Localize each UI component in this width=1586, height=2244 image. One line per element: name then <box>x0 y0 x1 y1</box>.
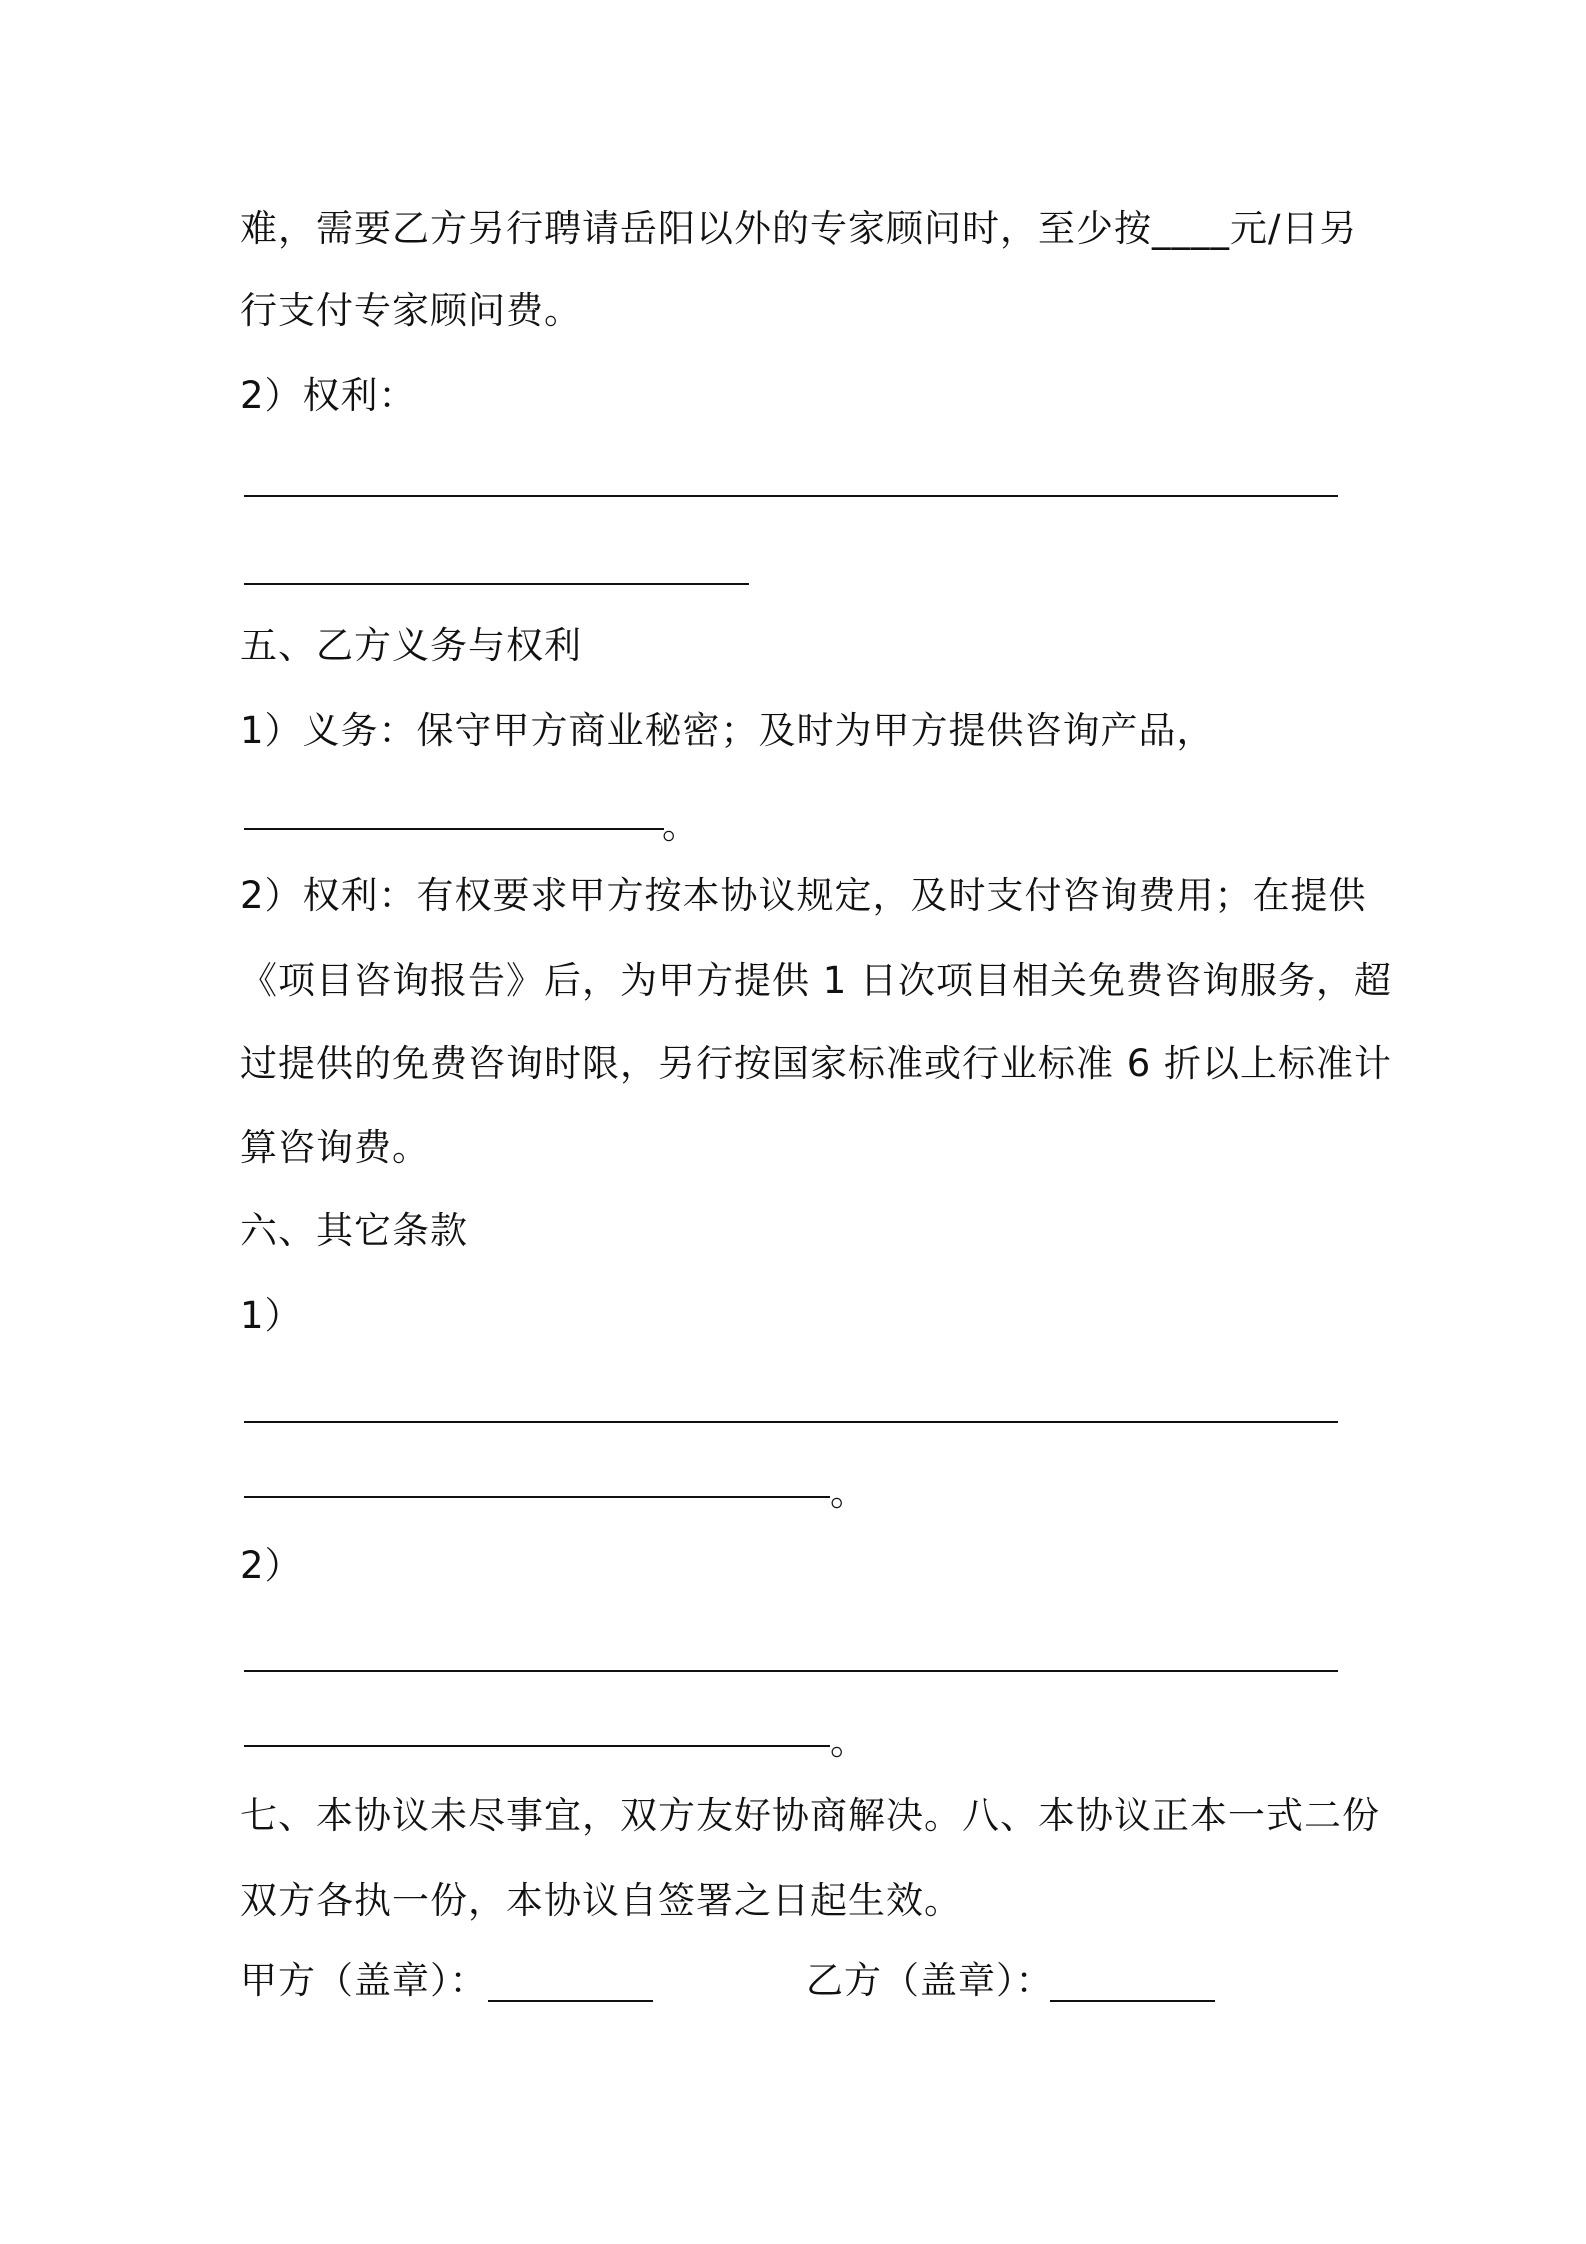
clause-consultant-fee-line1: 难，需要乙方另行聘请岳阳以外的专家顾问时，至少按____元/日另 <box>240 207 1358 250</box>
party-b-rights-line4: 算咨询费。 <box>240 1126 430 1169</box>
period-mark: 。 <box>830 1720 867 1763</box>
section-7-8-line1: 七、本协议未尽事宜，双方友好协商解决。八、本协议正本一式二份 <box>240 1794 1380 1837</box>
blank-line <box>244 1670 1338 1672</box>
party-a-rights-label: 2）权利： <box>240 374 417 417</box>
party-b-rights-line1: 2）权利：有权要求甲方按本协议规定，及时支付咨询费用；在提供 <box>240 874 1367 917</box>
blank-line <box>244 1745 830 1747</box>
other-clause-1-label: 1） <box>240 1294 303 1337</box>
party-b-seal-blank <box>1050 2000 1215 2002</box>
section-7-8-line2: 双方各执一份，本协议自签署之日起生效。 <box>240 1879 962 1922</box>
party-a-seal-blank <box>488 2000 653 2002</box>
blank-line <box>244 1421 1338 1423</box>
period-mark: 。 <box>662 804 699 847</box>
party-b-seal-label: 乙方（盖章）： <box>806 1959 1054 2002</box>
party-b-rights-line2: 《项目咨询报告》后，为甲方提供 1 日次项目相关免费咨询服务，超 <box>240 959 1393 1002</box>
period-mark: 。 <box>830 1471 867 1514</box>
blank-line <box>244 495 1338 497</box>
blank-line <box>244 583 749 585</box>
blank-line <box>244 1496 830 1498</box>
party-b-rights-line3: 过提供的免费咨询时限，另行按国家标准或行业标准 6 折以上标准计 <box>240 1042 1393 1085</box>
section-5-heading: 五、乙方义务与权利 <box>240 624 582 667</box>
clause-consultant-fee-line2: 行支付专家顾问费。 <box>240 289 582 332</box>
blank-line <box>244 828 664 830</box>
other-clause-2-label: 2） <box>240 1544 303 1587</box>
section-6-heading: 六、其它条款 <box>240 1209 468 1252</box>
party-a-seal-label: 甲方（盖章）： <box>240 1959 488 2002</box>
party-b-duties: 1）义务：保守甲方商业秘密；及时为甲方提供咨询产品， <box>240 709 1215 752</box>
